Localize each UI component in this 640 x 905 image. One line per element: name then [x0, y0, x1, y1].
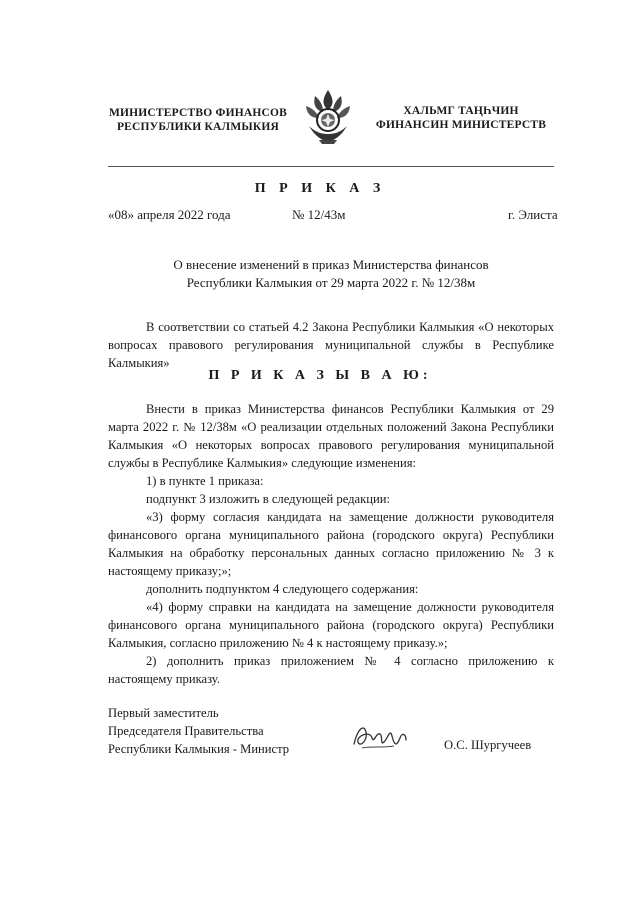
- document-number: № 12/43м: [292, 207, 346, 222]
- document-date: «08» апреля 2022 года: [108, 207, 231, 222]
- signatory-title-line3: Республики Калмыкия - Министр: [108, 742, 290, 756]
- subject-line2: Республики Калмыкия от 29 марта 2022 г. № 12/38м: [186, 275, 476, 290]
- paragraph: «4) форму справки на кандидата на замещение должности руководителя финансового органа муниципального района (городского округа) Республики Калмыкия, согласно приложению № 4 к настоящему приказу.»;: [108, 600, 554, 650]
- document-subject: [108, 256, 554, 292]
- paragraph: дополнить подпунктом 4 следующего содержания:: [146, 582, 419, 596]
- handwritten-signature: [350, 718, 410, 754]
- org-name-russian: [108, 106, 288, 134]
- order-body: [108, 400, 554, 688]
- signatory-title-line2: Председателя Правительства: [108, 724, 264, 738]
- signatory-title-line1: Первый заместитель: [108, 706, 219, 720]
- subject-line1: О внесение изменений в приказ Министерства финансов: [173, 257, 489, 272]
- org-left-line2: РЕСПУБЛИКИ КАЛМЫКИЯ: [116, 121, 280, 133]
- order-word: П Р И К А З Ы В А Ю:: [208, 368, 432, 383]
- signatory-title: [108, 704, 289, 758]
- paragraph: 1) в пункте 1 приказа:: [146, 474, 264, 488]
- org-name-kalmyk: [368, 104, 554, 132]
- paragraph: подпункт 3 изложить в следующей редакции:: [146, 492, 390, 506]
- org-right-line1: ХАЛЬМГ ТАҢҺЧИН: [403, 105, 519, 117]
- preamble: В соответствии со статьей 4.2 Закона Республики Калмыкия «О некоторых вопросах правового регулирования муниципальной службы в Республике Калмыкия»: [108, 320, 554, 370]
- paragraph: «3) форму согласия кандидата на замещение должности руководителя финансового органа муниципального района (городского округа) Республики Калмыкия на обработку персональных данных согласно приложению № 3 к настоящему приказу;»;: [108, 510, 554, 578]
- kalmykia-emblem-icon: [301, 86, 355, 146]
- signatory-name: О.С. Шургучеев: [444, 738, 532, 752]
- org-left-line1: МИНИСТЕРСТВО ФИНАНСОВ: [108, 107, 288, 119]
- paragraph: 2) дополнить приказ приложением № 4 согласно приложению к настоящему приказу.: [108, 654, 554, 686]
- org-right-line2: ФИНАНСИН МИНИСТЕРСТВ: [375, 119, 547, 131]
- document-city: г. Элиста: [508, 207, 558, 222]
- document-type: П Р И К А З: [254, 181, 386, 196]
- paragraph: Внести в приказ Министерства финансов Республики Калмыкия от 29 марта 2022 г. № 12/38м «О реализации отдельных положений Закона Республики Калмыкия «О некоторых вопросах правового регулирования муниципальной службы в Республике Калмыкия» следующие изменения:: [108, 402, 554, 470]
- header-divider: [108, 166, 554, 167]
